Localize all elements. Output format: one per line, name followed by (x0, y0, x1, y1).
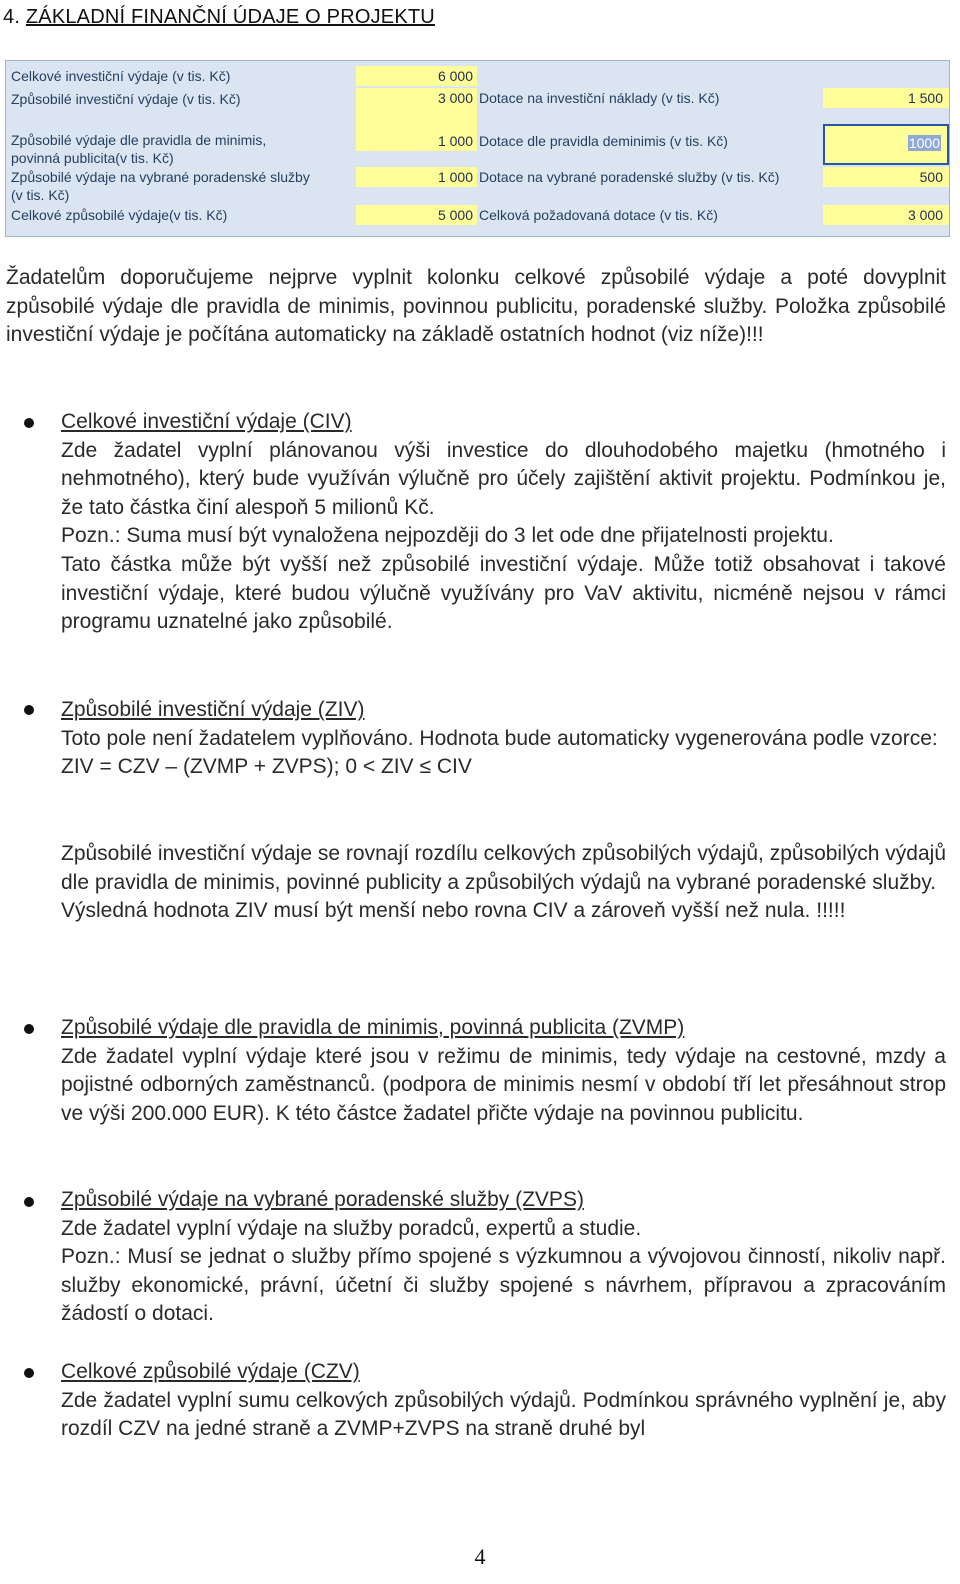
czv-value[interactable]: 5 000 (356, 205, 477, 225)
total-grant-value: 3 000 (823, 205, 949, 225)
zvps-value[interactable]: 1 000 (356, 167, 477, 187)
item-ziv-explanation (61, 840, 946, 926)
investment-grant-value: 1 500 (823, 88, 949, 108)
item-paragraph: Zde žadatel vyplní výdaje které jsou v režimu de minimis, tedy výdaje na cestovné, mzdy a pojistné odborných zaměstnanců. (podpora de minimis nesmí v období tří let přesáhnout strop ve výši 200.000 EUR). K této částce žadatel přičte výdaje na povinnou publicitu. (61, 1044, 946, 1125)
intro-paragraph: Žadatelům doporučujeme nejprve vyplnit kolonku celkové způsobilé výdaje a poté dovyplnit způsobilé výdaje dle pravidla de minimis, povinnou publicitu, poradenské služby. Položka způsobilé investiční výdaje je počítána automaticky na základě ostatních hodnot (viz níže)!!! (6, 266, 946, 347)
page-number: 4 (474, 1544, 486, 1569)
item-paragraph: Výsledná hodnota ZIV musí být menší nebo rovna CIV a zároveň vyšší než nula. !!!!! (61, 899, 846, 923)
item-paragraph: Zde žadatel vyplní sumu celkových způsobilých výdajů. Podmínkou správného vyplnění je, aby rozdíl CZV na jedné straně a ZVMP+ZVPS na straně druhé byl (61, 1388, 946, 1441)
item-paragraph: Zde žadatel vyplní výdaje na služby poradců, expertů a studie. (61, 1216, 642, 1240)
item-title: Způsobilé výdaje na vybrané poradenské služby (ZVPS) (61, 1188, 584, 1211)
yellow-strip (356, 108, 477, 132)
ziv-label: Způsobilé investiční výdaje (v tis. Kč) (11, 91, 241, 107)
bullet-icon (24, 1197, 34, 1207)
financial-form (5, 60, 950, 237)
zvps-label-line1: Způsobilé výdaje na vybrané poradenské služby (11, 169, 310, 185)
item-paragraph: Tato částka může být vyšší než způsobilé investiční výdaje. Může totiž obsahovat i takové investiční výdaje, které budou výlučně využívány pro VaV aktivitu, nicméně nejsou v rámci programu uznatelné jako způsobilé. (61, 552, 946, 634)
bullet-icon (24, 1024, 34, 1034)
item-paragraph: Způsobilé investiční výdaje se rovnají rozdílu celkových způsobilých výdajů, způsobilých výdajů dle pravidla de minimis, povinné publicity a způsobilých výdajů na vybrané poradenské služby. (61, 842, 946, 894)
ziv-value: 3 000 (356, 88, 477, 108)
item-czv (61, 1358, 946, 1444)
item-paragraph: Pozn.: Suma musí být vynaložena nejpozději do 3 let ode dne přijatelnosti projektu. (61, 524, 834, 548)
civ-value[interactable]: 6 000 (356, 66, 477, 86)
zvmp-label-line2: povinná publicita(v tis. Kč) (11, 150, 174, 166)
zvmp-label-line1: Způsobilé výdaje dle pravidla de minimis, (11, 132, 267, 148)
item-civ (61, 408, 946, 637)
heading-title: ZÁKLADNÍ FINANČNÍ ÚDAJE O PROJEKTU (25, 6, 435, 28)
services-grant-label: Dotace na vybrané poradenské služby (v tis. Kč) (479, 169, 780, 185)
investment-grant-label: Dotace na investiční náklady (v tis. Kč) (479, 90, 720, 106)
heading-number: 4. (3, 6, 21, 28)
zvps-label-line2: (v tis. Kč) (11, 187, 70, 203)
item-paragraph: Toto pole není žadatelem vyplňováno. Hodnota bude automaticky vygenerována podle vzorce: (61, 726, 938, 750)
deminimis-grant-value[interactable] (823, 124, 949, 165)
bullet-icon (24, 1368, 34, 1378)
item-paragraph: Zde žadatel vyplní plánovanou výši investice do dlouhodobého majetku (hmotného i nehmotného), který bude využíván výlučně pro účely zajištění aktivit projektu. Podmínkou je, že tato částka činí alespoň 5 milionů Kč. (61, 438, 946, 519)
deminimis-grant-value-text: 1000 (908, 135, 940, 151)
civ-label: Celkové investiční výdaje (v tis. Kč) (11, 68, 231, 84)
bullet-icon (24, 705, 34, 715)
formula: ZIV = CZV – (ZVMP + ZVPS); 0 < ZIV ≤ CIV (61, 755, 472, 779)
total-grant-label: Celková požadovaná dotace (v tis. Kč) (479, 207, 718, 223)
czv-label: Celkové způsobilé výdaje(v tis. Kč) (11, 207, 228, 223)
item-zvmp (61, 1014, 946, 1128)
zvmp-value[interactable]: 1 000 (356, 131, 477, 151)
bullet-icon (24, 418, 34, 428)
item-ziv (61, 696, 946, 782)
deminimis-grant-label: Dotace dle pravidla deminimis (v tis. Kč) (479, 133, 728, 149)
services-grant-value: 500 (823, 167, 949, 187)
section-heading (3, 6, 435, 29)
item-paragraph: Pozn.: Musí se jednat o služby přímo spojené s výzkumnou a vývojovou činností, nikoliv např. služby ekonomické, právní, účetní či služby spojené s návrhem, přípravou a zpracováním žádostí o dotaci. (61, 1245, 946, 1326)
item-title: Celkové způsobilé výdaje (CZV) (61, 1360, 360, 1383)
item-zvps (61, 1186, 946, 1329)
item-title: Celkové investiční výdaje (CIV) (61, 410, 352, 433)
item-title: Způsobilé výdaje dle pravidla de minimis, povinná publicita (ZVMP) (61, 1016, 685, 1039)
item-title: Způsobilé investiční výdaje (ZIV) (61, 698, 365, 721)
